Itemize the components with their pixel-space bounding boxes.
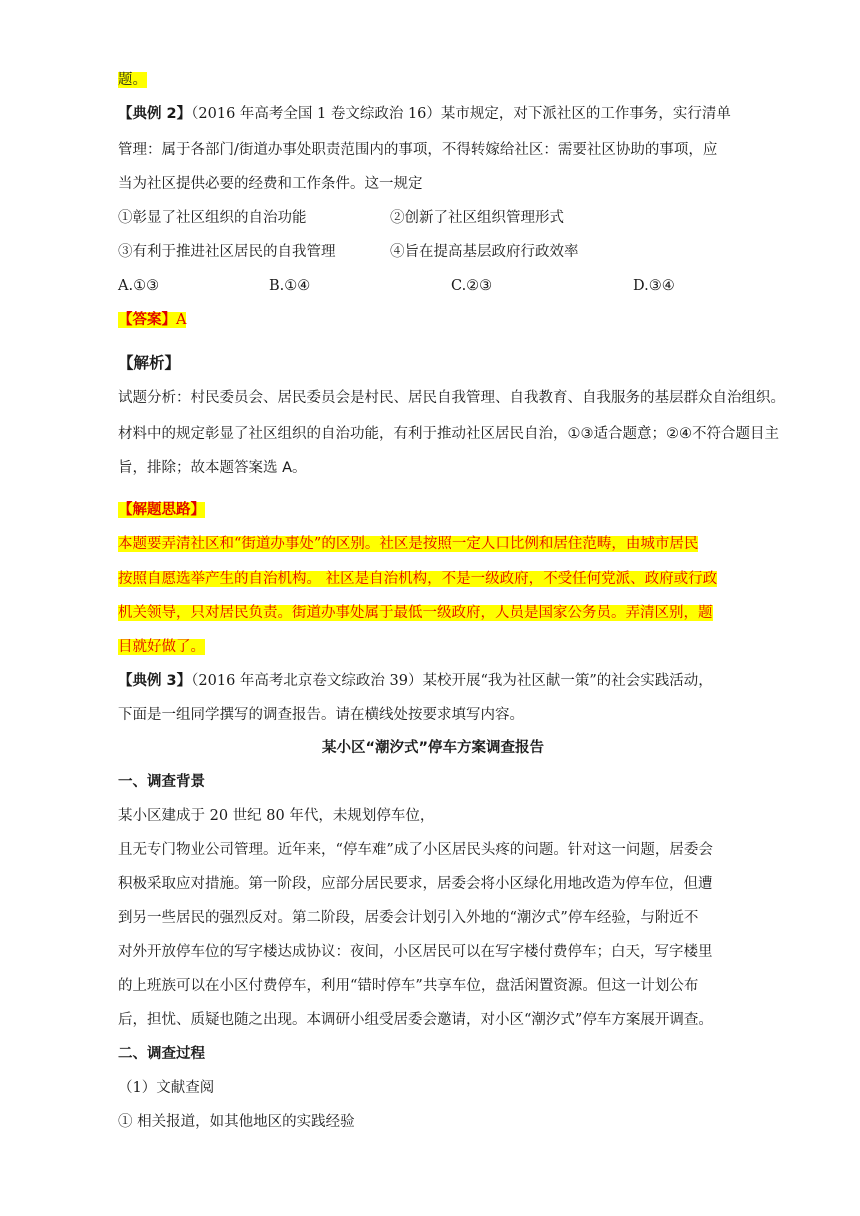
idea-line-1: 本题要弄清社区和“街道办事处”的区别。社区是按照一定人口比例和居住范畴，由城市居民 <box>118 536 699 552</box>
example-2-tag: 【典例 2】 <box>118 106 192 122</box>
option-b: B.①④ <box>269 278 311 294</box>
analysis-line-1: 试题分析：村民委员会、居民委员会是村民、居民自我管理、自我教育、自我服务的基层群众自治组织。 <box>118 390 785 406</box>
background-line-1: 某小区建成于 20 世纪 80 年代，未规划停车位， <box>118 808 435 824</box>
idea-line-3: 机关领导，只对居民负责。街道办事处属于最低一级政府，人员是国家公务员。弄清区别，题 <box>118 605 713 621</box>
example-2-line-1: 【典例 2】（2016 年高考全国 1 卷文综政治 16）某市规定，对下派社区的工作事务，实行清单 <box>118 106 731 122</box>
report-title: 某小区“潮汐式”停车方案调查报告 <box>321 740 545 756</box>
list-item: ① 相关报道，如其他地区的实践经验 <box>118 1114 355 1130</box>
background-line-4: 到另一些居民的强烈反对。第二阶段，居委会计划引入外地的“潮汐式”停车经验，与附近不 <box>118 910 699 926</box>
background-line-3: 积极采取应对措施。第一阶段，应部分居民要求，居委会将小区绿化用地改造为停车位，但遭 <box>118 876 713 892</box>
idea-title: 【解题思路】 <box>118 502 205 518</box>
analysis-line-3: 旨，排除；故本题答案选 A。 <box>118 460 307 476</box>
background-line-7: 后，担忧、质疑也随之出现。本调研小组受居委会邀请，对小区“潮汐式”停车方案展开调查。 <box>118 1012 713 1028</box>
statements-row-1: ①彰显了社区组织的自治功能 ②创新了社区组织管理形式 <box>118 210 564 226</box>
example-3-line-1: 【典例 3】（2016 年高考北京卷文综政治 39）某校开展“我为社区献一策”的社会实践活动， <box>118 673 713 689</box>
section-1-heading: 一、调查背景 <box>118 774 205 790</box>
analysis-line-2: 材料中的规定彰显了社区组织的自治功能，有利于推动社区居民自治，①③适合题意；②④不符合题目主 <box>118 426 779 442</box>
section-2-heading: 二、调查过程 <box>118 1046 205 1062</box>
answer-tag: 【答案】 <box>118 312 176 328</box>
background-line-6: 的上班族可以在小区付费停车，利用“错时停车”共享车位，盘活闲置资源。但这一计划公布 <box>118 978 699 994</box>
subsection-1-heading: （1）文献查阅 <box>118 1080 215 1096</box>
background-line-5: 对外开放停车位的写字楼达成协议：夜间，小区居民可以在写字楼付费停车；白天，写字楼里 <box>118 944 713 960</box>
option-c: C.②③ <box>451 278 493 294</box>
answer-line <box>118 310 186 330</box>
example-2-line-2: 管理：属于各部门/街道办事处职责范围内的事项，不得转嫁给社区：需要社区协助的事项，应 <box>118 142 718 158</box>
statements-row-2: ③有利于推进社区居民的自我管理 ④旨在提高基层政府行政效率 <box>118 244 579 260</box>
answer-value: A <box>176 312 187 328</box>
background-line-2: 且无专门物业公司管理。近年来，“停车难”成了小区居民头疼的问题。针对这一问题，居委会 <box>118 842 713 858</box>
idea-line-2: 按照自愿选举产生的自治机构。 社区是自治机构，不是一级政府，不受任何党派、政府或行政 <box>118 571 718 587</box>
option-d: D.③④ <box>633 278 675 294</box>
option-a: A.①③ <box>118 278 160 294</box>
example-2-line-3: 当为社区提供必要的经费和工作条件。这一规定 <box>118 176 423 192</box>
idea-line-4: 目就好做了。 <box>118 639 205 655</box>
example-3-line-2: 下面是一组同学撰写的调查报告。请在横线处按要求填写内容。 <box>118 707 524 723</box>
example-3-tag: 【典例 3】 <box>118 673 192 689</box>
top-fragment: 题。 <box>118 72 147 88</box>
analysis-title: 【解析】 <box>118 354 181 372</box>
